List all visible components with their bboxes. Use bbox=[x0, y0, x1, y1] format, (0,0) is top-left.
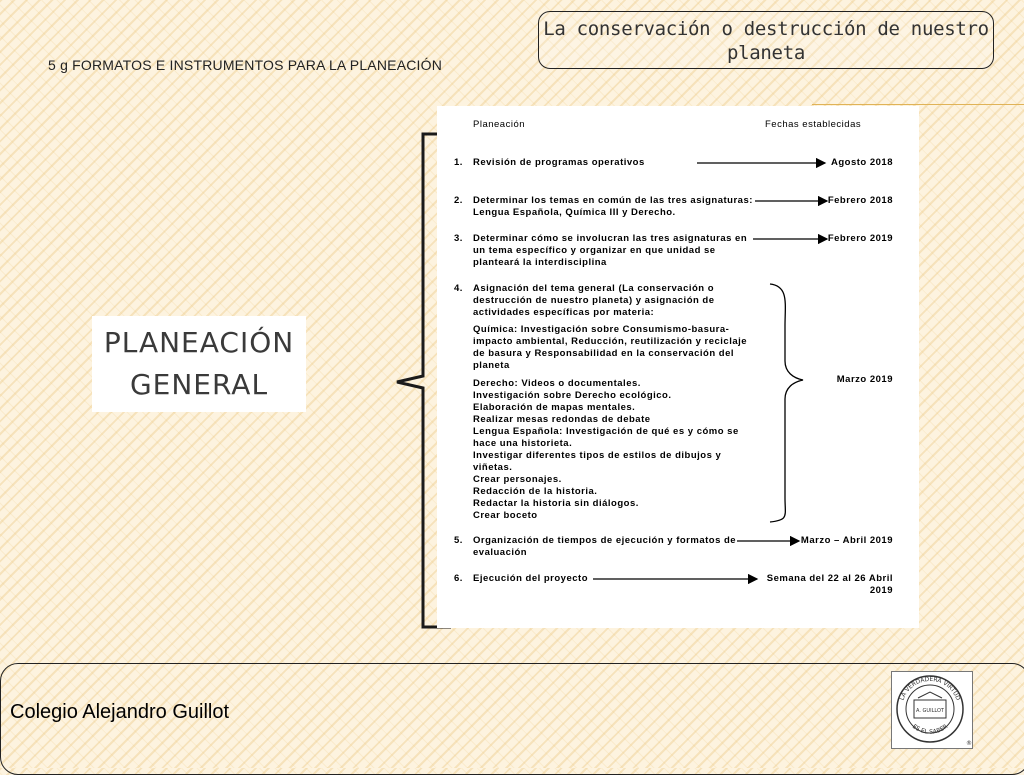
right-brace bbox=[770, 284, 803, 522]
derecho-line: Redactar la historia sin diálogos. bbox=[473, 498, 639, 509]
general-label-line-2: GENERAL bbox=[129, 368, 269, 401]
quimica-line: Química: Investigación sobre Consumismo-basura- bbox=[473, 324, 730, 335]
document-arrows bbox=[437, 106, 919, 628]
item-text: Determinar cómo se involucran las tres asignaturas en bbox=[473, 233, 748, 244]
school-seal-logo bbox=[891, 671, 973, 749]
svg-text:®: ® bbox=[966, 740, 972, 747]
item-text: destrucción de nuestro planeta) y asignación de bbox=[473, 295, 715, 306]
item-date: Semana del 22 al 26 Abril bbox=[766, 573, 893, 584]
slide-title-line-1: La conservación o destrucción de nuestro bbox=[543, 18, 989, 40]
derecho-line: Elaboración de mapas mentales. bbox=[473, 402, 636, 413]
seal-center-text: A. GUILLOT bbox=[916, 708, 944, 714]
derecho-line: Crear boceto bbox=[473, 510, 538, 521]
item-text: Revisión de programas operativos bbox=[473, 157, 645, 168]
derecho-line: viñetas. bbox=[473, 462, 513, 473]
slide-subtitle: 5 g FORMATOS E INSTRUMENTOS PARA LA PLANEACIÓN bbox=[48, 57, 443, 73]
item-text: Asignación del tema general (La conservación o bbox=[473, 283, 715, 294]
seal-top-text: LA VERDADERA VIRTUD bbox=[898, 675, 962, 702]
item-date: Febrero 2018 bbox=[827, 195, 893, 206]
column-header-fechas: Fechas establecidas bbox=[765, 119, 862, 130]
derecho-line: hace una historieta. bbox=[473, 438, 573, 449]
derecho-line: Redacción de la historia. bbox=[473, 486, 598, 497]
derecho-line: Crear personajes. bbox=[473, 474, 562, 485]
item-number: 2. bbox=[454, 195, 463, 206]
planning-document bbox=[437, 106, 919, 628]
quimica-line: impacto ambiental, Reducción, reutilización y reciclaje bbox=[473, 336, 748, 347]
item-text: Lengua Española, Química III y Derecho. bbox=[473, 207, 676, 218]
slide-title-line-2: planeta bbox=[727, 42, 805, 64]
item-number: 1. bbox=[454, 157, 463, 168]
quimica-line: planeta bbox=[473, 360, 510, 371]
item-date-year: 2019 bbox=[869, 585, 893, 596]
derecho-line: Derecho: Videos o documentales. bbox=[473, 378, 641, 389]
svg-text:ES EL SABER bbox=[911, 723, 949, 736]
school-name: Colegio Alejandro Guillot bbox=[10, 701, 230, 723]
column-header-planeacion: Planeación bbox=[473, 119, 526, 130]
item-number: 4. bbox=[454, 283, 463, 294]
item-number: 3. bbox=[454, 233, 463, 244]
derecho-line: Lengua Española: Investigación de qué es y cómo se bbox=[473, 426, 739, 437]
item-text: Determinar los temas en común de las tres asignaturas: bbox=[473, 195, 753, 206]
item-number: 6. bbox=[454, 573, 463, 584]
derecho-line: Investigar diferentes tipos de estilos de dibujos y bbox=[473, 450, 722, 461]
seal-bottom-text: ES EL SABER bbox=[910, 723, 950, 736]
item-text: planteará la interdisciplina bbox=[473, 257, 607, 268]
svg-text:LA VERDADERA VIRTUD bbox=[899, 676, 962, 702]
item-date: Agosto 2018 bbox=[831, 157, 893, 168]
item-text: un tema específico y organizar en que unidad se bbox=[473, 245, 716, 256]
item-text: actividades específicas por materia: bbox=[473, 307, 655, 318]
derecho-line: Investigación sobre Derecho ecológico. bbox=[473, 390, 672, 401]
item-date: Febrero 2019 bbox=[827, 233, 893, 244]
item-text: Organización de tiempos de ejecución y formatos de bbox=[473, 535, 737, 546]
item-text: evaluación bbox=[473, 547, 528, 558]
school-seal-icon bbox=[892, 672, 972, 748]
general-label-line-1: PLANEACIÓN bbox=[103, 326, 295, 359]
item-text: Ejecución del proyecto bbox=[473, 573, 588, 584]
item-date: Marzo – Abril 2019 bbox=[800, 535, 893, 546]
item-date: Marzo 2019 bbox=[836, 374, 893, 385]
quimica-line: de basura y Responsabilidad en la conservación del bbox=[473, 348, 734, 359]
item-number: 5. bbox=[454, 535, 463, 546]
derecho-line: Realizar mesas redondas de debate bbox=[473, 414, 651, 425]
